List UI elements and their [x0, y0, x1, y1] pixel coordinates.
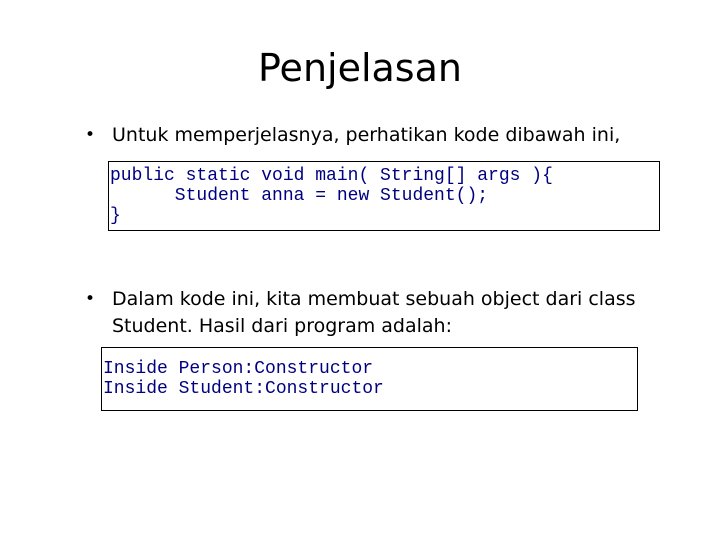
code-line: public static void main( String[] args ){ [110, 166, 553, 186]
bullet-text: Untuk memperjelasnya, perhatikan kode dibawah ini, [112, 124, 621, 146]
code-line: } [110, 206, 121, 226]
code-block-main-method [108, 161, 660, 231]
bullet-marker: • [85, 289, 96, 309]
code-line: Inside Student:Constructor [103, 379, 384, 399]
bullet-item-1 [85, 122, 665, 149]
slide-title: Penjelasan [258, 46, 462, 90]
code-block-program-output [101, 347, 638, 411]
code-line: Inside Person:Constructor [103, 359, 374, 379]
bullet-marker: • [85, 125, 96, 145]
code-line: Student anna = new Student(); [110, 186, 489, 206]
bullet-item-2 [85, 286, 665, 340]
bullet-text: Dalam kode ini, kita membuat sebuah object dari class Student. Hasil dari program adalah: [112, 288, 636, 337]
